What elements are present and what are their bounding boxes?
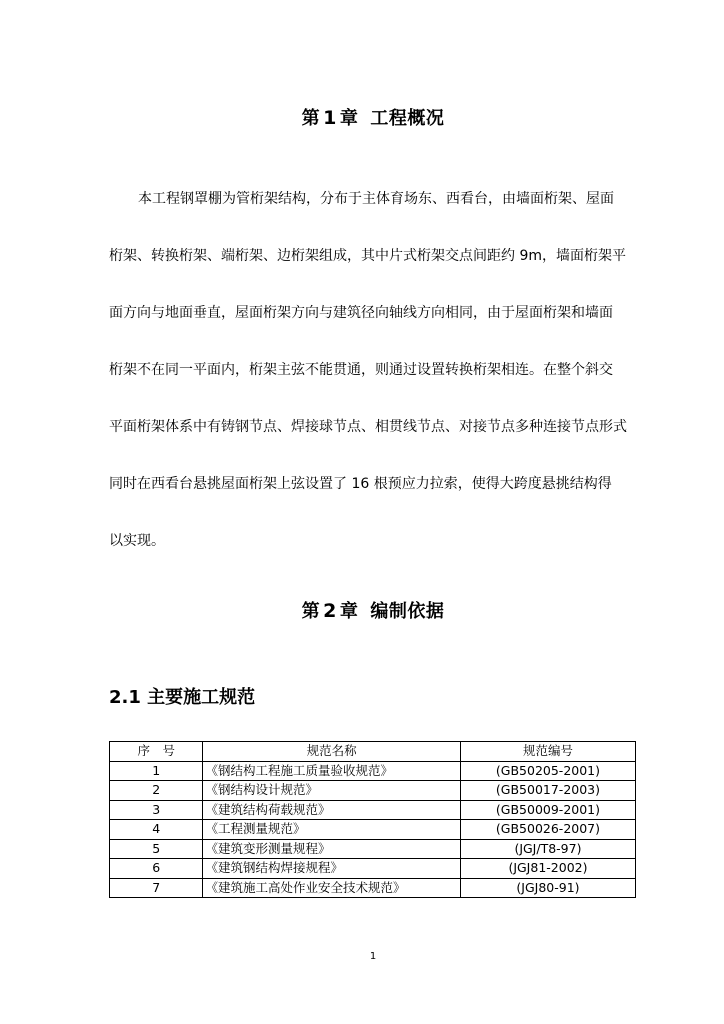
table-row [110,781,636,801]
paragraph-line-4: 桁架不在同一平面内，桁架主弦不能贯通，则通过设置转换桁架相连。在整个斜交 [109,362,613,378]
row-code: (GB50017-2003) [460,781,635,801]
paragraph-line-1: 本工程钢罩棚为管桁架结构，分布于主体育场东、西看台，由墙面桁架、屋面 [138,191,614,207]
table-row [110,820,636,840]
chapter-2-number: 2 [323,600,337,622]
row-no: 4 [110,820,203,840]
row-code: (GB50026-2007) [460,820,635,840]
row-no: 6 [110,859,203,879]
row-code: (GB50009-2001) [460,800,635,820]
table-row [110,761,636,781]
row-name: 《建筑结构荷载规范》 [203,800,460,820]
row-name: 《钢结构设计规范》 [203,781,460,801]
row-name: 《建筑变形测量规程》 [203,839,460,859]
row-name: 《钢结构工程施工质量验收规范》 [203,761,460,781]
paragraph-line-6: 同时在西看台悬挑屋面桁架上弦设置了 16 根预应力拉索，使得大跨度悬挑结构得 [109,476,612,492]
chapter-2-heading-text: 编制依据 [370,601,445,622]
chapter-2-suffix: 章 [339,601,359,622]
row-no: 3 [110,800,203,820]
section-2-1-title: 2.1 主要施工规范 [109,687,256,708]
paragraph-line-3: 面方向与地面垂直，屋面桁架方向与建筑径向轴线方向相同，由于屋面桁架和墙面 [109,305,613,321]
chapter-1-number: 1 [323,107,337,129]
chapter-2-prefix: 第 [301,601,321,622]
row-no: 1 [110,761,203,781]
row-code: (JGJ/T8-97) [460,839,635,859]
table-row [110,878,636,898]
table-row [110,800,636,820]
paragraph-line-5: 平面桁架体系中有铸钢节点、焊接球节点、相贯线节点、对接节点多种连接节点形式 [109,419,627,435]
header-no: 序 号 [110,742,203,762]
chapter-1-title [0,104,724,130]
row-code: (GB50205-2001) [460,761,635,781]
chapter-2-title [0,597,724,623]
chapter-1-heading-text: 工程概况 [370,108,445,129]
row-name: 《建筑钢结构焊接规程》 [203,859,460,879]
row-code: (JGJ81-2002) [460,859,635,879]
header-code: 规范编号 [460,742,635,762]
row-no: 7 [110,878,203,898]
spec-table [109,741,636,898]
page-number: 1 [369,951,377,962]
paragraph-line-2: 桁架、转换桁架、端桁架、边桁架组成，其中片式桁架交点间距约 9m，墙面桁架平 [109,248,626,264]
row-no: 2 [110,781,203,801]
table-row [110,859,636,879]
row-no: 5 [110,839,203,859]
chapter-1-prefix: 第 [301,108,321,129]
table-header-row [110,742,636,762]
row-name: 《建筑施工高处作业安全技术规范》 [203,878,460,898]
paragraph-line-7: 以实现。 [109,533,165,549]
chapter-1-suffix: 章 [339,108,359,129]
row-name: 《工程测量规范》 [203,820,460,840]
header-name: 规范名称 [203,742,460,762]
row-code: (JGJ80-91) [460,878,635,898]
table-row [110,839,636,859]
